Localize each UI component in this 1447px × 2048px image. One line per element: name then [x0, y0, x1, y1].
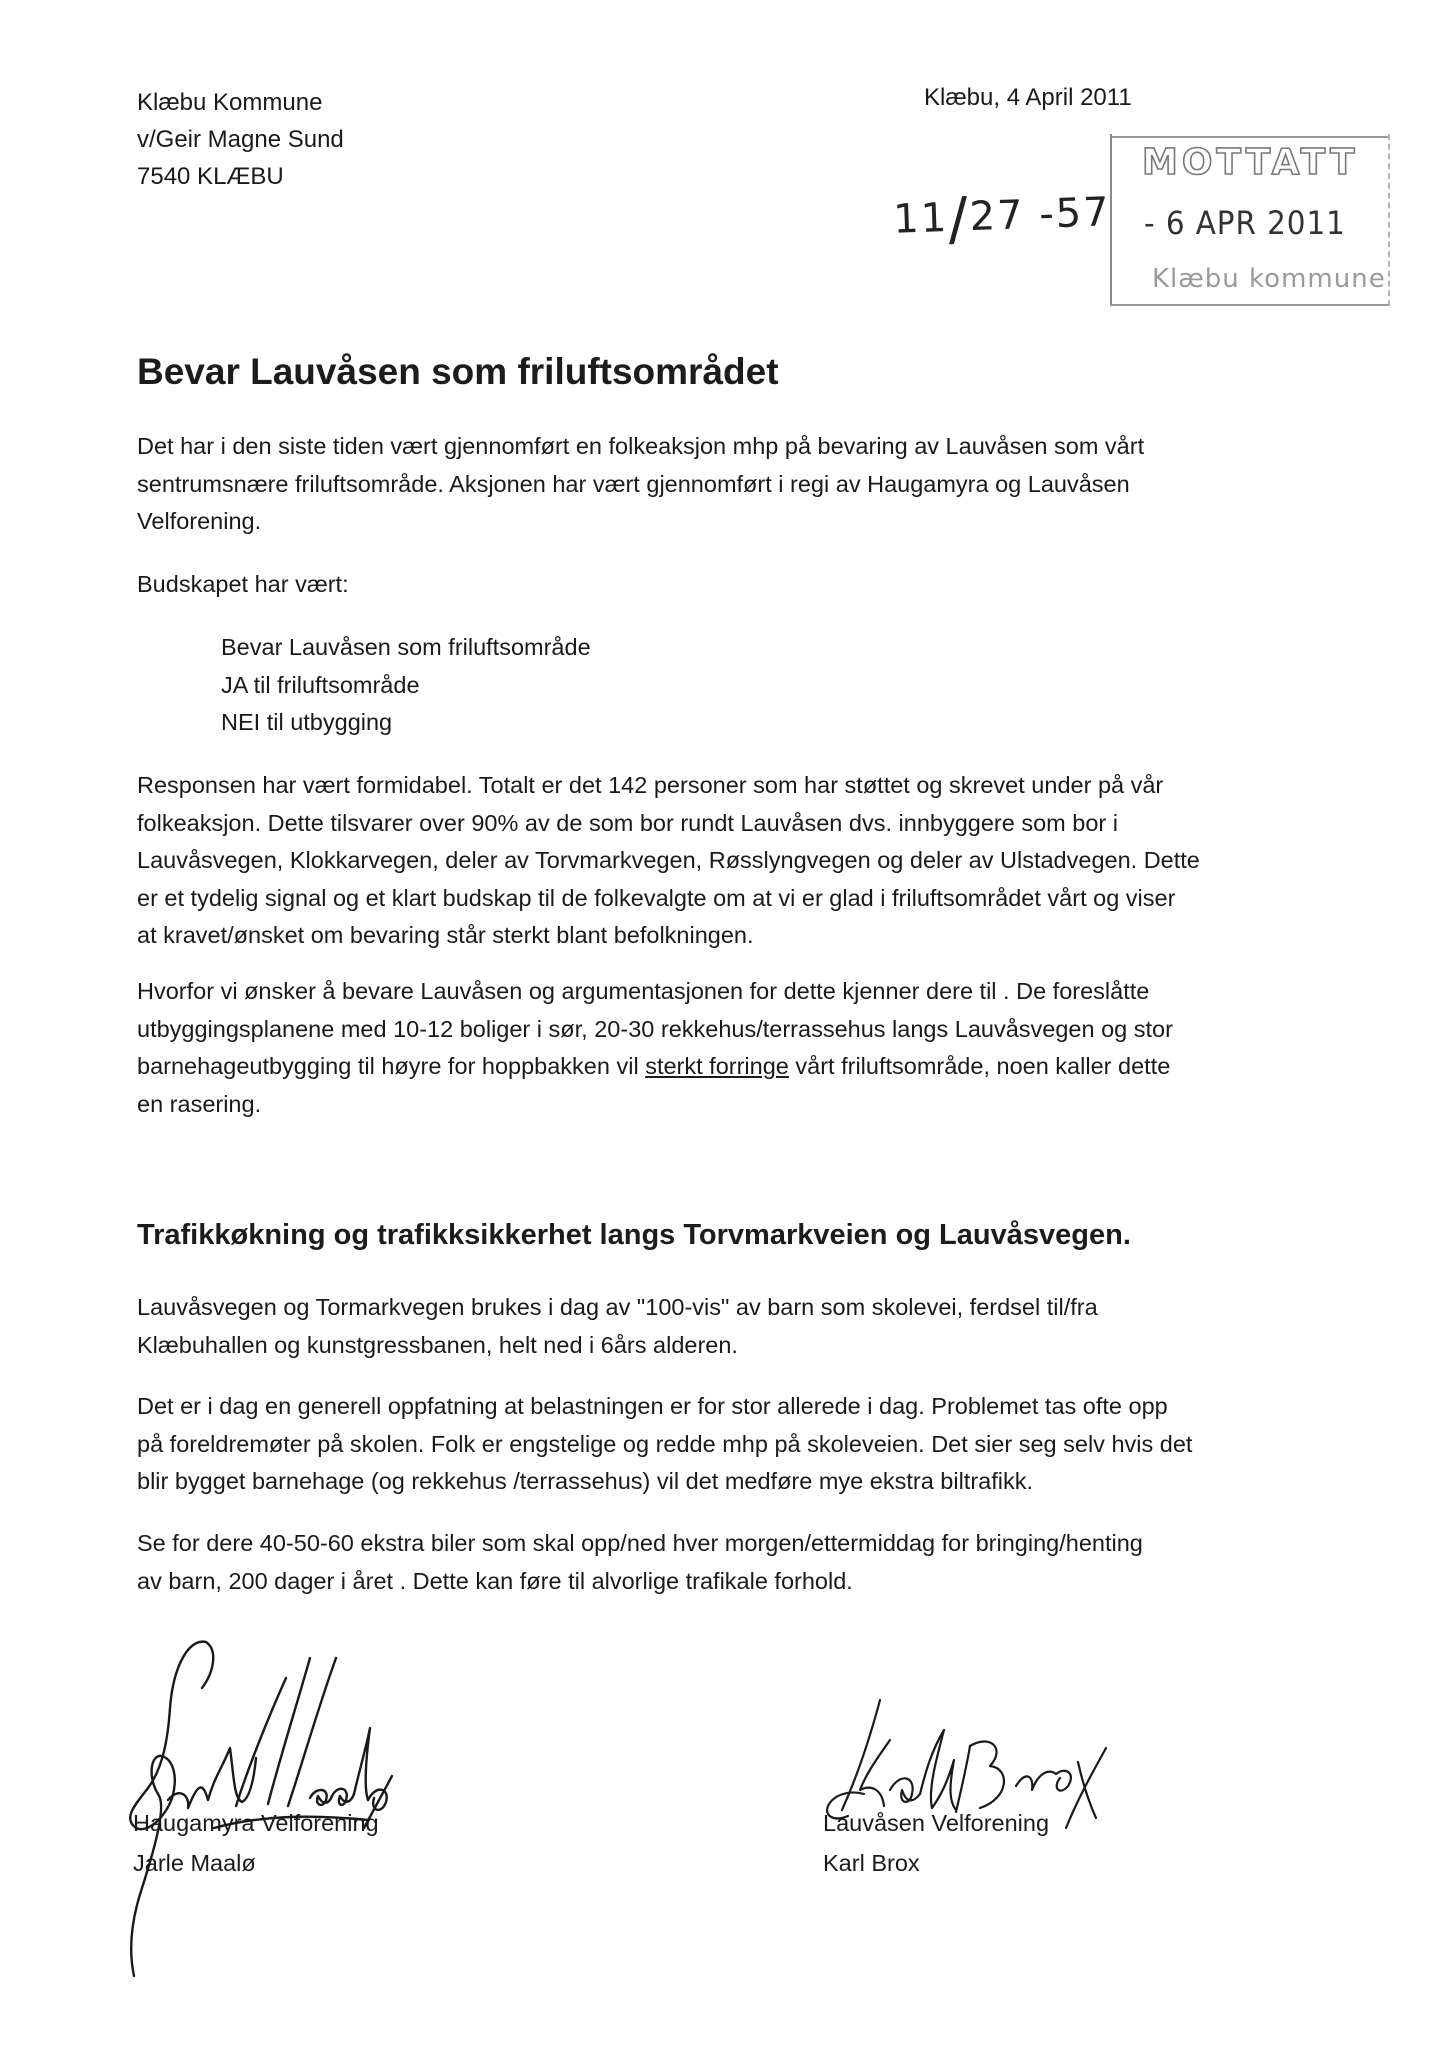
- response-line: at kravet/ønsket om bevaring står sterkt blant befolkningen.: [137, 922, 754, 948]
- recipient-address: [137, 84, 344, 195]
- case-number-suffix: 27 -57: [968, 189, 1112, 241]
- message-list: [221, 629, 591, 742]
- intro-line: sentrumsnære friluftsområde. Aksjonen har vært gjennomført i regi av Haugamyra og Lauvåsen: [137, 470, 1130, 497]
- why-line-3-start: barnehageutbygging til høyre for hoppbakken vil: [137, 1053, 646, 1079]
- message-intro: [137, 566, 1257, 604]
- signatory-2: [823, 1803, 1049, 1883]
- received-stamp: [1110, 134, 1390, 306]
- stamp-title: MOTTATT: [1142, 142, 1359, 183]
- traffic-line: på foreldremøter på skolen. Folk er engstelige og redde mhp på skoleveien. Det sier seg selv hvis det: [137, 1430, 1193, 1457]
- why-line: en rasering.: [137, 1090, 262, 1117]
- signatory-2-org: Lauvåsen Velforening: [823, 1810, 1050, 1836]
- recipient-line-2: v/Geir Magne Sund: [137, 126, 344, 153]
- message-item: Bevar Lauvåsen som friluftsområde: [221, 634, 591, 660]
- why-line-3: [137, 1048, 1257, 1086]
- stamp-organization: Klæbu kommune: [1152, 264, 1386, 294]
- traffic-paragraph-3: [137, 1525, 1257, 1600]
- response-line: folkeaksjon. Dette tilsvarer over 90% av de som bor rundt Lauvåsen dvs. innbyggere som bor i: [137, 809, 1118, 836]
- why-line: Hvorfor vi ønsker å bevare Lauvåsen og argumentasjonen for dette kjenner dere til . De foreslåtte: [137, 978, 1150, 1004]
- why-line-3-end: vårt friluftsområde, noen kaller dette: [788, 1053, 1171, 1079]
- traffic-line: Se for dere 40-50-60 ekstra biler som skal opp/ned hver morgen/ettermiddag for bringing/henting: [137, 1530, 1143, 1556]
- message-intro-text: Budskapet har vært:: [137, 571, 349, 597]
- letter-date: Klæbu, 4 April 2011: [924, 84, 1132, 111]
- case-number-slash: /: [947, 184, 971, 253]
- intro-line: Velforening.: [137, 508, 262, 534]
- stamp-border-top: [1112, 136, 1388, 138]
- traffic-line: blir bygget barnehage (og rekkehus /terrassehus) vil det medføre mye ekstra biltrafikk.: [137, 1468, 1034, 1494]
- intro-line: Det har i den siste tiden vært gjennomført en folkeaksjon mhp på bevaring av Lauvåsen som vårt: [137, 433, 1145, 459]
- traffic-paragraph-1: [137, 1289, 1257, 1364]
- traffic-heading: Trafikkøkning og trafikksikkerhet langs Torvmarkveien og Lauvåsvegen.: [137, 1219, 1131, 1251]
- traffic-line: Klæbuhallen og kunstgressbanen, helt ned i 6års alderen.: [137, 1331, 738, 1358]
- stamp-date: - 6 APR 2011: [1144, 204, 1346, 242]
- traffic-line: Lauvåsvegen og Tormarkvegen brukes i dag av "100-vis" av barn som skolevei, ferdsel til/fra: [137, 1294, 1098, 1320]
- recipient-line-3: 7540 KLÆBU: [137, 163, 284, 190]
- traffic-line: Det er i dag en generell oppfatning at belastningen er for stor allerede i dag. Problemet tas ofte opp: [137, 1393, 1168, 1419]
- signatory-1-name: Jarle Maalø: [133, 1850, 256, 1876]
- handwritten-case-number: [892, 171, 1112, 253]
- response-line: er et tydelig signal og et klart budskap til de folkevalgte om at vi er glad i friluftsområdet vårt og viser: [137, 884, 1176, 911]
- signatory-2-name: Karl Brox: [823, 1850, 920, 1876]
- response-line: Lauvåsvegen, Klokkarvegen, deler av Torvmarkvegen, Røsslyngvegen og deler av Ulstadvegen. Dette: [137, 847, 1200, 873]
- traffic-line: av barn, 200 dager i året . Dette kan føre til alvorlige trafikale forhold.: [137, 1567, 853, 1594]
- why-paragraph: [137, 973, 1257, 1123]
- intro-paragraph: [137, 428, 1257, 541]
- emphasis-underline: sterkt forringe: [645, 1053, 789, 1079]
- message-item: NEI til utbygging: [221, 709, 393, 735]
- response-line: Responsen har vært formidabel. Totalt er det 142 personer som har støttet og skrevet under på vår: [137, 772, 1164, 798]
- why-line: utbyggingsplanene med 10-12 boliger i sør, 20-30 rekkehus/terrassehus langs Lauvåsvegen og stor: [137, 1015, 1173, 1042]
- signatory-1: [133, 1803, 379, 1883]
- response-paragraph: [137, 767, 1257, 955]
- traffic-paragraph-2: [137, 1388, 1257, 1501]
- message-item: JA til friluftsområde: [221, 671, 420, 698]
- letter-title: Bevar Lauvåsen som friluftsområdet: [137, 351, 779, 392]
- signatory-1-org: Haugamyra Velforening: [133, 1810, 379, 1836]
- case-number-prefix: 11: [892, 194, 949, 243]
- recipient-line-1: Klæbu Kommune: [137, 89, 323, 116]
